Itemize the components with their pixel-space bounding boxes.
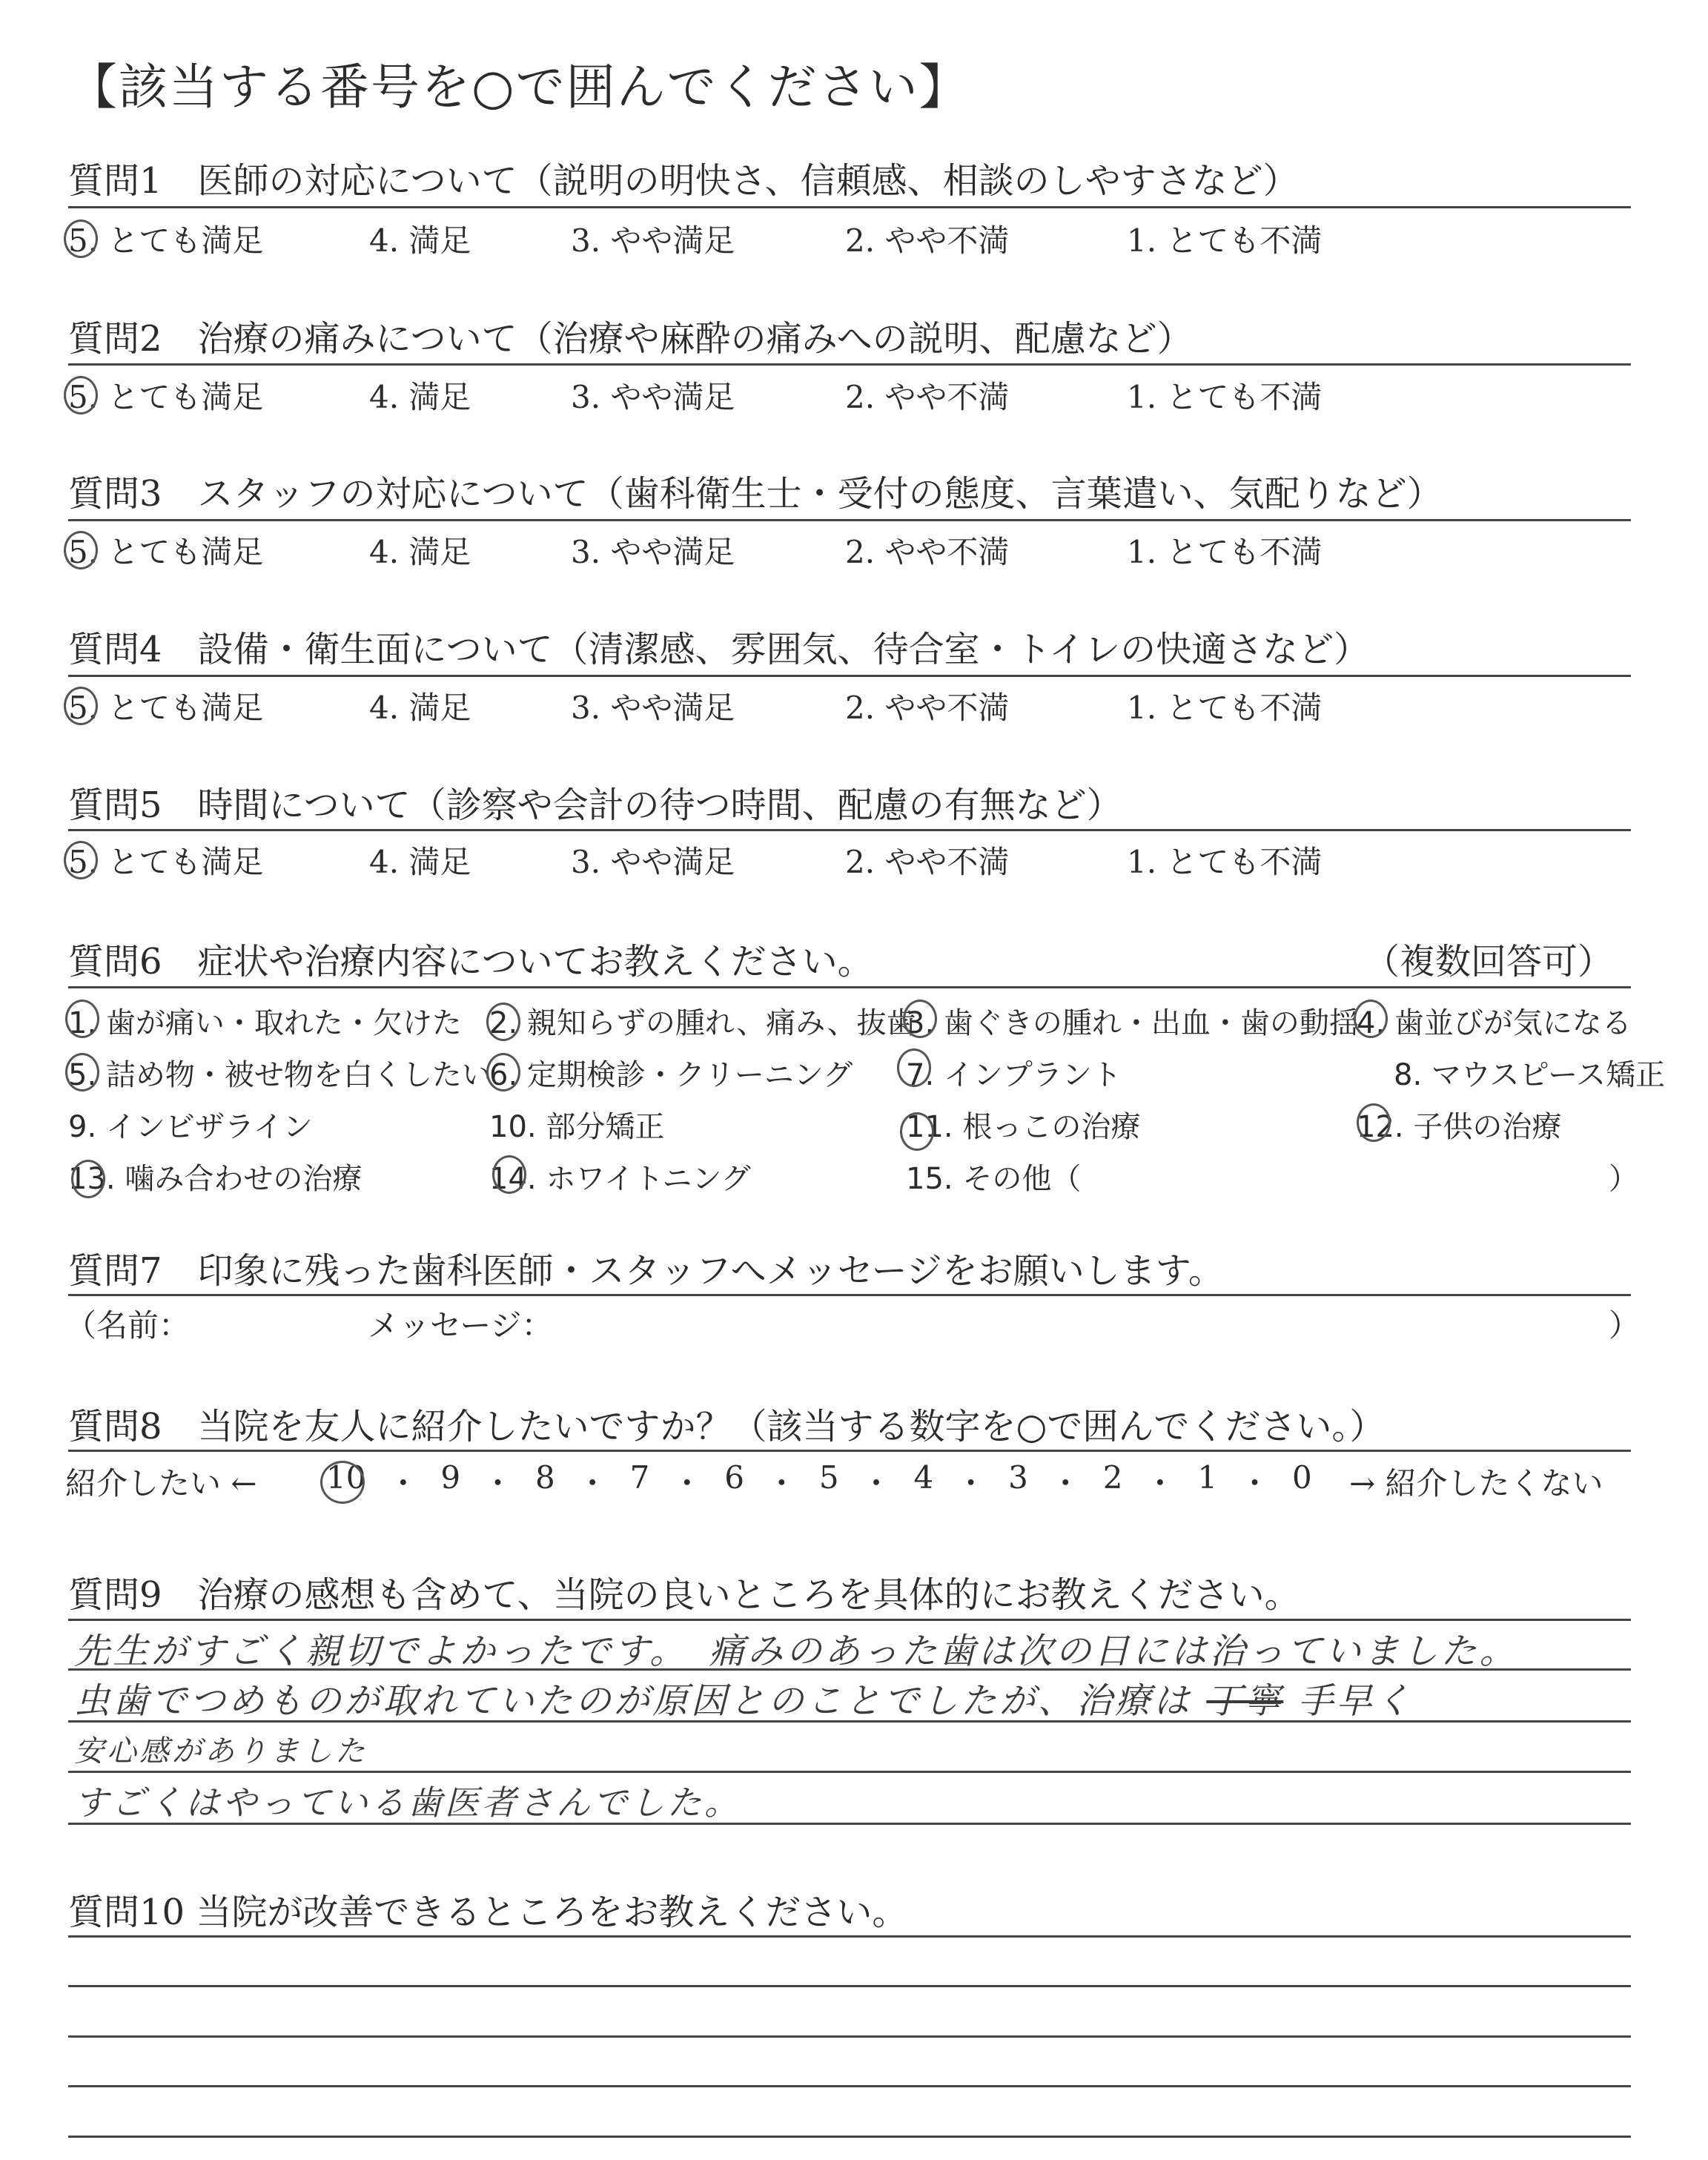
q9-answer-line-1[interactable]: 先生がすごく親切でよかったです。 痛みのあった歯は次の日には治っていました。 [74,1631,1518,1672]
question-4-heading: 質問4 設備・衛生面について（清潔感、雰囲気、待合室・トイレの快適さなど） [68,629,1370,670]
q5-option-5[interactable]: 5. とても満足 [68,844,264,880]
q6-item-15[interactable]: 15. その他（ [906,1162,1082,1196]
divider [68,519,1631,521]
question-10-heading: 質問10 当院が改善できるところをお教えください。 [68,1892,908,1933]
answer-line [68,1771,1631,1773]
q2-option-4[interactable]: 4. 満足 [369,379,471,415]
question-5-heading: 質問5 時間について（診察や会計の待つ時間、配慮の有無など） [68,785,1122,826]
q4-option-2[interactable]: 2. やや不満 [845,690,1010,726]
q8-scale [326,1459,1312,1504]
q8-left-label: 紹介したい ← [65,1465,257,1502]
q5-option-3[interactable]: 3. やや満足 [571,844,735,880]
q8-right-label: → 紹介したくない [1349,1465,1603,1502]
q3-option-5[interactable]: 5. とても満足 [68,534,264,570]
q8-score-1[interactable]: 1 [1197,1459,1218,1496]
q6-item-9[interactable]: 9. インビザライン [68,1110,313,1144]
q3-circle-mark [64,531,98,569]
q3-option-4[interactable]: 4. 満足 [369,534,471,570]
q5-circle-mark [64,841,98,879]
q8-dot: ・ [1144,1465,1176,1502]
q6-item-13[interactable]: 13. 噛み合わせの治療 [68,1162,363,1196]
q8-score-10[interactable]: 10 [326,1459,366,1496]
q6-item-4[interactable]: 4. 歯並びが気になる [1357,1006,1632,1040]
answer-line[interactable] [68,1935,1631,1938]
q8-circle-mark [320,1461,365,1504]
q6-circle-mark [65,1053,99,1091]
q5-option-2[interactable]: 2. やや不満 [845,844,1010,880]
q3-option-3[interactable]: 3. やや満足 [571,534,735,570]
question-3-heading: 質問3 スタッフの対応について（歯科衛生士・受付の態度、言葉遣い、気配りなど） [68,473,1443,515]
answer-line[interactable] [68,2085,1631,2087]
q4-option-3[interactable]: 3. やや満足 [571,690,735,726]
q8-score-7[interactable]: 7 [629,1459,650,1496]
q8-score-4[interactable]: 4 [913,1459,934,1496]
q6-item-3[interactable]: 3. 歯ぐきの腫れ・出血・歯の動揺 [906,1006,1359,1040]
q1-option-4[interactable]: 4. 満足 [369,222,471,259]
q8-score-8[interactable]: 8 [534,1459,555,1496]
q1-option-1[interactable]: 1. とても不満 [1127,222,1323,259]
q6-circle-mark [486,1053,520,1091]
q7-message-label[interactable]: メッセージ： [368,1307,553,1344]
q4-circle-mark [64,687,98,725]
q4-option-4[interactable]: 4. 満足 [369,690,471,726]
q5-option-4[interactable]: 4. 満足 [369,844,471,880]
q6-circle-mark [65,1000,99,1038]
q1-option-3[interactable]: 3. やや満足 [571,222,735,259]
q6-circle-mark [903,1000,937,1038]
divider [68,1450,1631,1452]
answer-line [68,1619,1631,1621]
divider [68,1294,1631,1296]
answer-line[interactable] [68,2136,1631,2138]
q1-option-2[interactable]: 2. やや不満 [845,222,1010,259]
q8-dot: ・ [766,1465,798,1502]
q2-circle-mark [64,376,98,415]
question-6-note: （複数回答可） [1364,941,1614,982]
q7-name-label[interactable]: （名前： [65,1307,191,1344]
q6-circle-mark [897,1048,931,1087]
form-title: 【該当する番号を○で囲んでください】 [68,59,970,116]
question-6-heading: 質問6 症状や治療内容についてお教えください。 [68,941,873,982]
q9-answer-line-2-text: 虫歯でつめものが取れていたのが原因とのことでしたが、治療は [74,1680,1193,1722]
q9-answer-line-2[interactable] [74,1672,1414,1723]
q6-item-5[interactable]: 5. 詰め物・被せ物を白くしたい [68,1058,491,1092]
q6-other-close: ） [1609,1162,1638,1196]
q7-close: ） [1609,1307,1641,1344]
question-9-heading: 質問9 治療の感想も含めて、当院の良いところを具体的にお教えください。 [68,1574,1300,1616]
q8-score-0[interactable]: 0 [1291,1459,1312,1496]
q8-dot: ・ [482,1465,514,1502]
q6-item-7[interactable]: 7. インプラント [906,1058,1122,1092]
q9-struck-word: 丁寧 [1206,1680,1284,1722]
q8-dot: ・ [1050,1465,1082,1502]
q6-item-8[interactable]: 8. マウスピース矯正 [1394,1058,1666,1092]
question-8-heading: 質問8 当院を友人に紹介したいですか？（該当する数字を○で囲んでください。） [68,1406,1386,1447]
q3-option-1[interactable]: 1. とても不満 [1127,534,1323,570]
q8-dot: ・ [955,1465,987,1502]
q2-option-5[interactable]: 5. とても満足 [68,379,264,415]
q6-circle-mark [1354,1000,1388,1038]
q2-option-3[interactable]: 3. やや満足 [571,379,735,415]
q2-option-1[interactable]: 1. とても不満 [1127,379,1323,415]
q8-score-2[interactable]: 2 [1102,1459,1123,1496]
q8-dot: ・ [387,1465,419,1502]
q8-score-5[interactable]: 5 [818,1459,839,1496]
q6-item-6[interactable]: 6. 定期検診・クリーニング [489,1058,853,1092]
divider [68,206,1631,208]
q8-dot: ・ [1239,1465,1271,1502]
q4-option-5[interactable]: 5. とても満足 [68,690,264,726]
q1-circle-mark [64,219,98,258]
q6-item-12[interactable]: 12. 子供の治療 [1357,1110,1562,1144]
divider [68,986,1631,988]
q2-option-2[interactable]: 2. やや不満 [845,379,1010,415]
q8-score-3[interactable]: 3 [1008,1459,1028,1496]
q6-circle-mark [900,1112,934,1151]
q6-circle-mark [492,1155,526,1194]
q6-circle-mark [486,1003,520,1041]
q8-score-6[interactable]: 6 [724,1459,744,1496]
q8-dot: ・ [577,1465,609,1502]
q3-option-2[interactable]: 2. やや不満 [845,534,1010,570]
divider [68,829,1631,831]
question-1-heading: 質問1 医師の対応について（説明の明快さ、信頼感、相談のしやすさなど） [68,160,1299,202]
answer-line[interactable] [68,2035,1631,2038]
q8-score-9[interactable]: 9 [440,1459,461,1496]
q6-circle-mark [1357,1103,1391,1142]
q8-dot: ・ [861,1465,893,1502]
q5-option-1[interactable]: 1. とても不満 [1127,844,1323,880]
q6-item-14[interactable]: 14. ホワイトニング [489,1162,751,1196]
q6-item-10[interactable]: 10. 部分矯正 [489,1110,665,1144]
q6-circle-mark [71,1160,105,1198]
q9-answer-line-3[interactable]: 安心感がありました [74,1734,368,1768]
question-7-heading: 質問7 印象に残った歯科医師・スタッフへメッセージをお願いします。 [68,1250,1224,1292]
q4-option-1[interactable]: 1. とても不満 [1127,690,1323,726]
q6-item-1[interactable]: 1. 歯が痛い・取れた・欠けた [68,1006,462,1040]
question-2-heading: 質問2 治療の痛みについて（治療や麻酔の痛みへの説明、配慮など） [68,318,1193,360]
q6-item-11[interactable]: 11. 根っこの治療 [906,1110,1141,1144]
q8-dot: ・ [671,1465,703,1502]
q9-answer-line-4[interactable]: すごくはやっている歯医者さんでした。 [74,1783,741,1823]
q1-option-5[interactable]: 5. とても満足 [68,222,264,259]
q6-item-2[interactable]: 2. 親知らずの腫れ、痛み、抜歯 [489,1006,916,1040]
answer-line[interactable] [68,1985,1631,1987]
divider [68,675,1631,677]
q9-after-strike: 手早く [1297,1680,1414,1722]
divider [68,363,1631,366]
